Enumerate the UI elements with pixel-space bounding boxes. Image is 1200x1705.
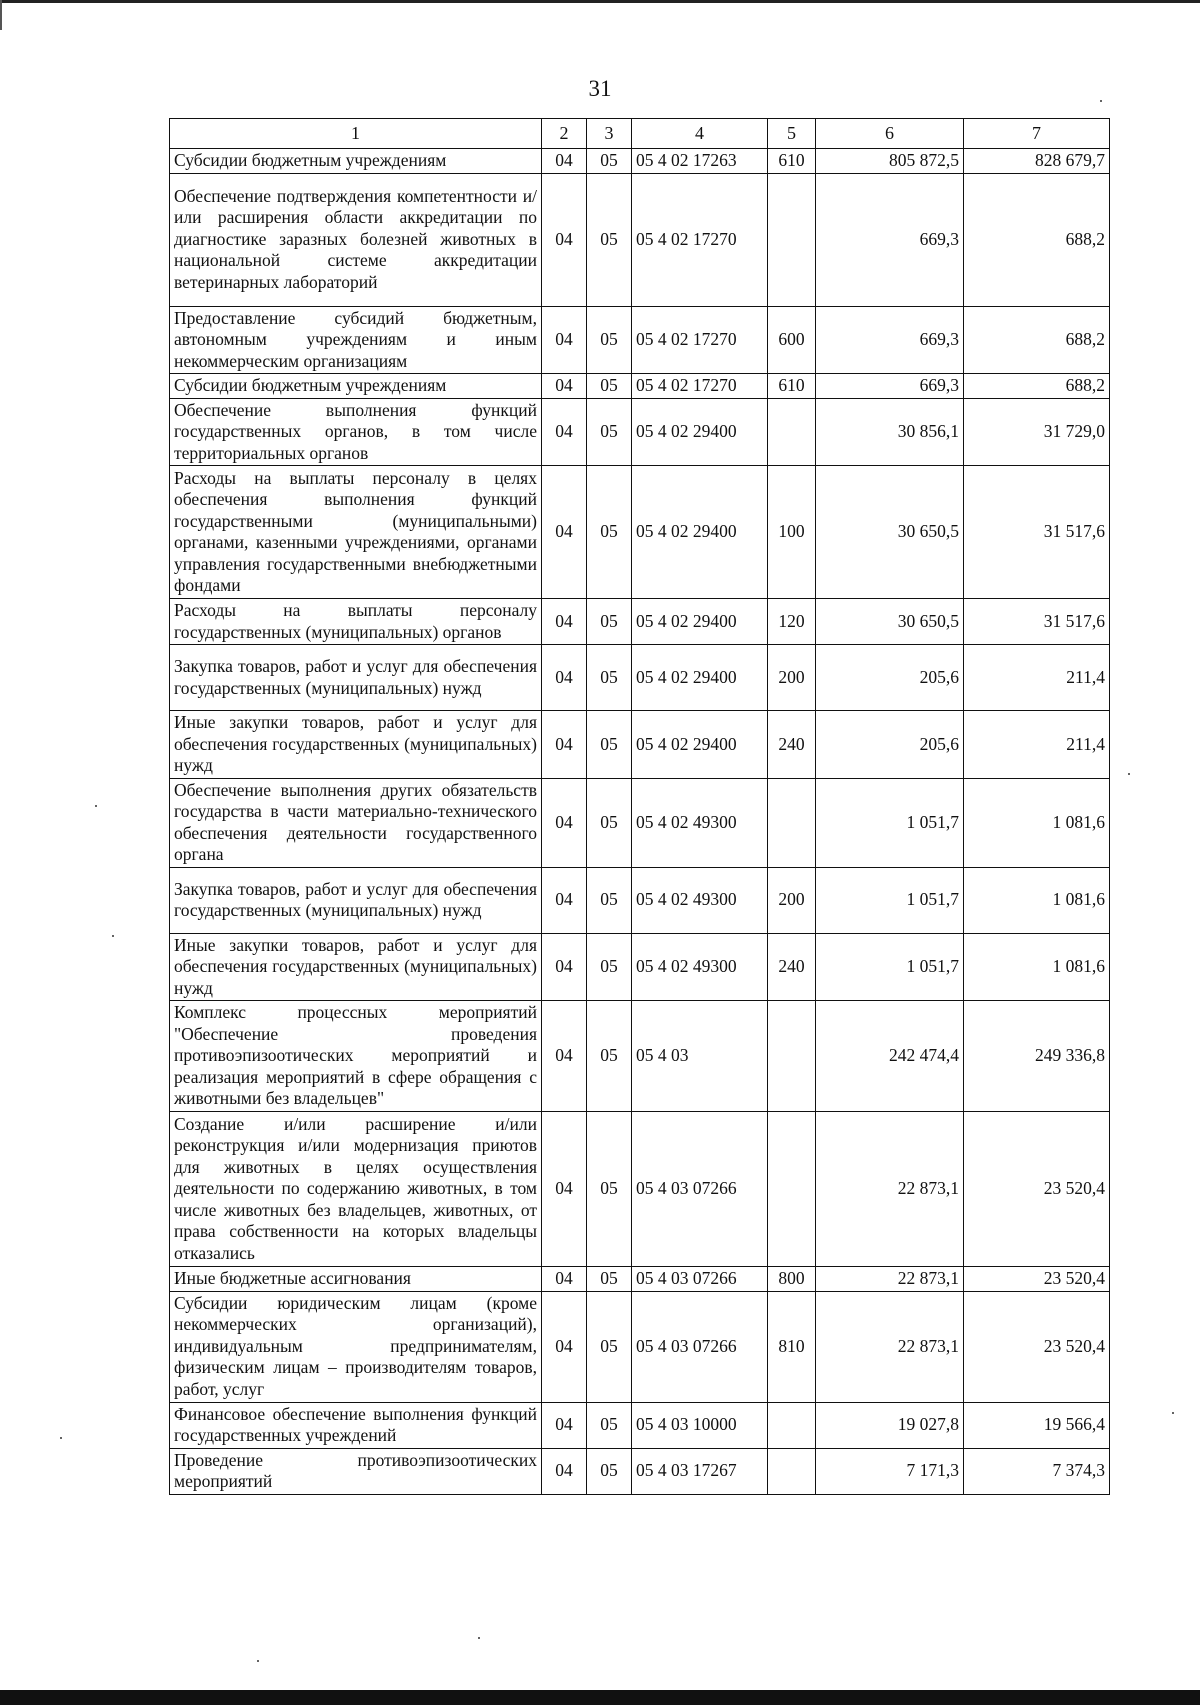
cell-amount-2025: 7 374,3 bbox=[964, 1448, 1110, 1494]
cell-subsection: 05 bbox=[587, 374, 632, 399]
cell-subsection: 05 bbox=[587, 149, 632, 174]
table-row bbox=[170, 778, 1110, 867]
header-cell-5: 5 bbox=[768, 119, 816, 149]
table-row bbox=[170, 173, 1110, 306]
cell-expense-type bbox=[768, 1402, 816, 1448]
cell-subsection: 05 bbox=[587, 933, 632, 1001]
table-row bbox=[170, 306, 1110, 374]
cell-subsection: 05 bbox=[587, 711, 632, 779]
cell-name: Иные закупки товаров, работ и услуг для обеспечения государственных (муниципальных) нужд bbox=[170, 711, 542, 779]
cell-target-article: 05 4 03 07266 bbox=[632, 1267, 768, 1292]
cell-amount-2024: 205,6 bbox=[816, 645, 964, 711]
page-number: 31 bbox=[588, 76, 612, 101]
scan-speck bbox=[112, 935, 114, 937]
table-row bbox=[170, 1267, 1110, 1292]
scan-edge-left bbox=[0, 0, 2, 30]
header-row bbox=[170, 119, 1110, 149]
cell-amount-2024: 7 171,3 bbox=[816, 1448, 964, 1494]
cell-expense-type: 240 bbox=[768, 933, 816, 1001]
table-row bbox=[170, 1448, 1110, 1494]
cell-amount-2024: 242 474,4 bbox=[816, 1001, 964, 1112]
cell-subsection: 05 bbox=[587, 1402, 632, 1448]
cell-target-article: 05 4 02 29400 bbox=[632, 466, 768, 599]
cell-expense-type bbox=[768, 1112, 816, 1267]
cell-name: Проведение противоэпизоотических мероприятий bbox=[170, 1448, 542, 1494]
cell-section: 04 bbox=[542, 1448, 587, 1494]
cell-section: 04 bbox=[542, 778, 587, 867]
cell-amount-2025: 23 520,4 bbox=[964, 1267, 1110, 1292]
cell-target-article: 05 4 03 07266 bbox=[632, 1291, 768, 1402]
cell-name: Комплекс процессных мероприятий "Обеспечение проведения противоэпизоотических мероприятий и реализация мероприятий в сфере обращения с животными без владельцев" bbox=[170, 1001, 542, 1112]
cell-target-article: 05 4 02 17270 bbox=[632, 306, 768, 374]
cell-expense-type: 240 bbox=[768, 711, 816, 779]
cell-subsection: 05 bbox=[587, 645, 632, 711]
cell-subsection: 05 bbox=[587, 1112, 632, 1267]
cell-amount-2025: 688,2 bbox=[964, 173, 1110, 306]
cell-name: Закупка товаров, работ и услуг для обеспечения государственных (муниципальных) нужд bbox=[170, 645, 542, 711]
scan-speck bbox=[1100, 100, 1102, 102]
cell-section: 04 bbox=[542, 711, 587, 779]
table-row bbox=[170, 1112, 1110, 1267]
cell-section: 04 bbox=[542, 398, 587, 466]
cell-amount-2024: 1 051,7 bbox=[816, 867, 964, 933]
cell-section: 04 bbox=[542, 1402, 587, 1448]
cell-name: Финансовое обеспечение выполнения функций государственных учреждений bbox=[170, 1402, 542, 1448]
cell-amount-2024: 22 873,1 bbox=[816, 1267, 964, 1292]
cell-name: Субсидии бюджетным учреждениям bbox=[170, 374, 542, 399]
cell-subsection: 05 bbox=[587, 599, 632, 645]
scan-edge-top bbox=[0, 0, 1200, 3]
cell-section: 04 bbox=[542, 599, 587, 645]
cell-expense-type bbox=[768, 173, 816, 306]
cell-target-article: 05 4 02 29400 bbox=[632, 711, 768, 779]
scan-speck bbox=[478, 1637, 480, 1639]
cell-section: 04 bbox=[542, 1112, 587, 1267]
cell-expense-type: 200 bbox=[768, 645, 816, 711]
header-cell-1: 1 bbox=[170, 119, 542, 149]
cell-expense-type bbox=[768, 1001, 816, 1112]
cell-target-article: 05 4 02 29400 bbox=[632, 398, 768, 466]
cell-amount-2025: 688,2 bbox=[964, 306, 1110, 374]
scan-speck bbox=[1172, 1412, 1174, 1414]
cell-section: 04 bbox=[542, 1291, 587, 1402]
cell-amount-2024: 30 650,5 bbox=[816, 599, 964, 645]
cell-target-article: 05 4 02 17270 bbox=[632, 173, 768, 306]
cell-amount-2024: 30 650,5 bbox=[816, 466, 964, 599]
cell-section: 04 bbox=[542, 374, 587, 399]
cell-target-article: 05 4 02 29400 bbox=[632, 599, 768, 645]
header-cell-3: 3 bbox=[587, 119, 632, 149]
cell-amount-2025: 1 081,6 bbox=[964, 867, 1110, 933]
cell-name: Обеспечение выполнения других обязательств государства в части материально-технического обеспечения деятельности государственного органа bbox=[170, 778, 542, 867]
cell-amount-2025: 1 081,6 bbox=[964, 778, 1110, 867]
cell-expense-type bbox=[768, 778, 816, 867]
table-row bbox=[170, 933, 1110, 1001]
cell-name: Субсидии бюджетным учреждениям bbox=[170, 149, 542, 174]
cell-expense-type: 600 bbox=[768, 306, 816, 374]
cell-name: Обеспечение подтверждения компетентности и/или расширения области аккредитации по диагностике заразных болезней животных в национальной системе аккредитации ветеринарных лабораторий bbox=[170, 173, 542, 306]
cell-target-article: 05 4 02 29400 bbox=[632, 645, 768, 711]
header-cell-6: 6 bbox=[816, 119, 964, 149]
cell-amount-2024: 30 856,1 bbox=[816, 398, 964, 466]
cell-expense-type bbox=[768, 398, 816, 466]
cell-section: 04 bbox=[542, 1001, 587, 1112]
scan-speck bbox=[257, 1660, 259, 1662]
cell-amount-2024: 805 872,5 bbox=[816, 149, 964, 174]
cell-amount-2025: 211,4 bbox=[964, 711, 1110, 779]
table-row bbox=[170, 374, 1110, 399]
cell-expense-type: 120 bbox=[768, 599, 816, 645]
table-row bbox=[170, 398, 1110, 466]
cell-subsection: 05 bbox=[587, 306, 632, 374]
cell-target-article: 05 4 02 49300 bbox=[632, 867, 768, 933]
cell-section: 04 bbox=[542, 933, 587, 1001]
cell-target-article: 05 4 03 bbox=[632, 1001, 768, 1112]
cell-amount-2024: 1 051,7 bbox=[816, 933, 964, 1001]
budget-table bbox=[169, 118, 1110, 1495]
table-row bbox=[170, 1001, 1110, 1112]
cell-subsection: 05 bbox=[587, 1291, 632, 1402]
cell-expense-type: 610 bbox=[768, 374, 816, 399]
cell-amount-2024: 19 027,8 bbox=[816, 1402, 964, 1448]
cell-amount-2025: 688,2 bbox=[964, 374, 1110, 399]
cell-amount-2025: 31 729,0 bbox=[964, 398, 1110, 466]
cell-expense-type bbox=[768, 1448, 816, 1494]
cell-subsection: 05 bbox=[587, 398, 632, 466]
cell-amount-2024: 22 873,1 bbox=[816, 1291, 964, 1402]
cell-section: 04 bbox=[542, 306, 587, 374]
cell-subsection: 05 bbox=[587, 1001, 632, 1112]
cell-amount-2025: 1 081,6 bbox=[964, 933, 1110, 1001]
cell-target-article: 05 4 03 17267 bbox=[632, 1448, 768, 1494]
cell-subsection: 05 bbox=[587, 867, 632, 933]
table-row bbox=[170, 867, 1110, 933]
cell-section: 04 bbox=[542, 149, 587, 174]
cell-expense-type: 800 bbox=[768, 1267, 816, 1292]
cell-name: Субсидии юридическим лицам (кроме некоммерческих организаций), индивидуальным предпринимателям, физическим лицам – производителям товаров, работ, услуг bbox=[170, 1291, 542, 1402]
scan-edge-bottom bbox=[0, 1690, 1200, 1705]
cell-amount-2024: 669,3 bbox=[816, 306, 964, 374]
header-cell-4: 4 bbox=[632, 119, 768, 149]
scan-speck bbox=[95, 805, 97, 807]
cell-section: 04 bbox=[542, 173, 587, 306]
cell-amount-2025: 828 679,7 bbox=[964, 149, 1110, 174]
cell-name: Обеспечение выполнения функций государственных органов, в том числе территориальных органов bbox=[170, 398, 542, 466]
header-cell-7: 7 bbox=[964, 119, 1110, 149]
cell-target-article: 05 4 02 17270 bbox=[632, 374, 768, 399]
cell-amount-2025: 23 520,4 bbox=[964, 1112, 1110, 1267]
table-body bbox=[170, 119, 1110, 1495]
cell-target-article: 05 4 02 49300 bbox=[632, 933, 768, 1001]
cell-amount-2024: 205,6 bbox=[816, 711, 964, 779]
table-row bbox=[170, 711, 1110, 779]
cell-subsection: 05 bbox=[587, 1448, 632, 1494]
table-row bbox=[170, 149, 1110, 174]
table-row bbox=[170, 1291, 1110, 1402]
cell-expense-type: 810 bbox=[768, 1291, 816, 1402]
cell-expense-type: 100 bbox=[768, 466, 816, 599]
cell-subsection: 05 bbox=[587, 1267, 632, 1292]
cell-amount-2024: 1 051,7 bbox=[816, 778, 964, 867]
cell-section: 04 bbox=[542, 466, 587, 599]
scan-speck bbox=[60, 1437, 62, 1439]
cell-amount-2025: 23 520,4 bbox=[964, 1291, 1110, 1402]
cell-subsection: 05 bbox=[587, 778, 632, 867]
cell-expense-type: 610 bbox=[768, 149, 816, 174]
cell-amount-2025: 19 566,4 bbox=[964, 1402, 1110, 1448]
cell-amount-2024: 669,3 bbox=[816, 173, 964, 306]
cell-amount-2025: 249 336,8 bbox=[964, 1001, 1110, 1112]
cell-expense-type: 200 bbox=[768, 867, 816, 933]
cell-name: Расходы на выплаты персоналу в целях обеспечения выполнения функций государственными (муниципальными) органами, казенными учреждениями, органами управления государственными внебюджетными фондами bbox=[170, 466, 542, 599]
cell-target-article: 05 4 02 49300 bbox=[632, 778, 768, 867]
table-row bbox=[170, 1402, 1110, 1448]
cell-name: Иные закупки товаров, работ и услуг для обеспечения государственных (муниципальных) нужд bbox=[170, 933, 542, 1001]
table-row bbox=[170, 645, 1110, 711]
cell-target-article: 05 4 03 10000 bbox=[632, 1402, 768, 1448]
cell-subsection: 05 bbox=[587, 466, 632, 599]
cell-section: 04 bbox=[542, 867, 587, 933]
cell-amount-2025: 211,4 bbox=[964, 645, 1110, 711]
cell-target-article: 05 4 02 17263 bbox=[632, 149, 768, 174]
cell-amount-2025: 31 517,6 bbox=[964, 466, 1110, 599]
cell-name: Предоставление субсидий бюджетным, автономным учреждениям и иным некоммерческим организациям bbox=[170, 306, 542, 374]
cell-amount-2024: 22 873,1 bbox=[816, 1112, 964, 1267]
cell-subsection: 05 bbox=[587, 173, 632, 306]
cell-amount-2024: 669,3 bbox=[816, 374, 964, 399]
header-cell-2: 2 bbox=[542, 119, 587, 149]
cell-amount-2025: 31 517,6 bbox=[964, 599, 1110, 645]
cell-section: 04 bbox=[542, 645, 587, 711]
cell-name: Создание и/или расширение и/или реконструкция и/или модернизация приютов для животных в целях осуществления деятельности по содержанию животных, в том числе животных без владельцев, животных, от права собственности на которых владельцы отказались bbox=[170, 1112, 542, 1267]
cell-name: Закупка товаров, работ и услуг для обеспечения государственных (муниципальных) нужд bbox=[170, 867, 542, 933]
cell-name: Расходы на выплаты персоналу государственных (муниципальных) органов bbox=[170, 599, 542, 645]
cell-target-article: 05 4 03 07266 bbox=[632, 1112, 768, 1267]
cell-section: 04 bbox=[542, 1267, 587, 1292]
table-row bbox=[170, 599, 1110, 645]
scan-speck bbox=[1128, 773, 1130, 775]
table-row bbox=[170, 466, 1110, 599]
cell-name: Иные бюджетные ассигнования bbox=[170, 1267, 542, 1292]
